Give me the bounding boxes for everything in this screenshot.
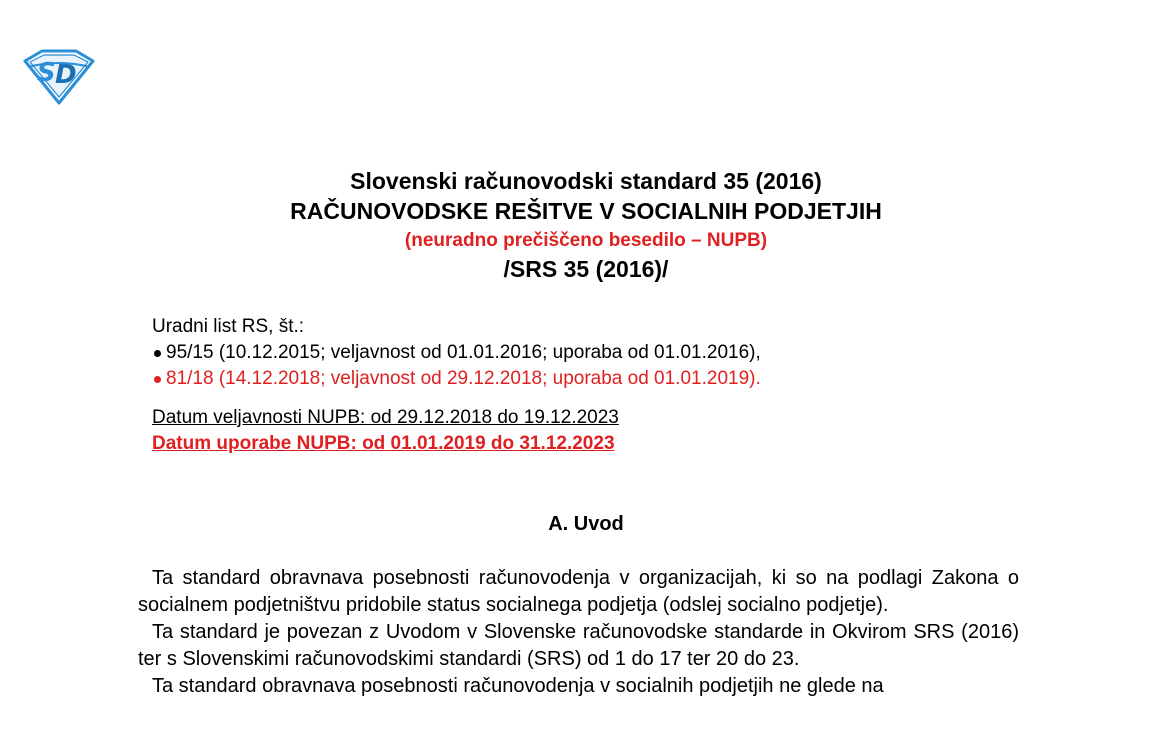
gazette-item (152, 366, 761, 392)
svg-text:D: D (55, 60, 77, 90)
paragraph: Ta standard obravnava posebnosti računovodenja v organizacijah, ki so na podlagi Zakona o socialnem podjetništvu pridobile status socialnega podjetja (odslej socialno podjetje). (138, 567, 1019, 616)
gazette-item (152, 340, 761, 366)
section-heading: A. Uvod (548, 513, 624, 535)
validity-date: Datum veljavnosti NUPB: od 29.12.2018 do 19.12.2023 (152, 407, 619, 428)
document-subtitle: RAČUNOVODSKE REŠITVE V SOCIALNIH PODJETJIH (290, 198, 882, 224)
gazette-item-text: 95/15 (10.12.2015; veljavnost od 01.01.2016; uporaba od 01.01.2016), (166, 342, 761, 363)
official-gazette-block (152, 314, 761, 392)
gazette-item-text: 81/18 (14.12.2018; veljavnost od 29.12.2018; uporaba od 01.01.2019). (166, 368, 761, 389)
paragraph: Ta standard je povezan z Uvodom v Slovenske računovodske standarde in Okvirom SRS (2016) ter s Slovenskimi računovodskimi standardi (SRS) od 1 do 17 ter 20 do 23. (138, 621, 1019, 670)
unofficial-text-note: (neuradno prečiščeno besedilo – NUPB) (404, 230, 768, 251)
standard-code: /SRS 35 (2016)/ (503, 256, 669, 282)
bullet-icon (154, 376, 161, 383)
document-title: Slovenski računovodski standard 35 (2016) (350, 168, 822, 194)
paragraph: Ta standard obravnava posebnosti računovodenja v socialnih podjetjih ne glede na (152, 675, 884, 697)
gazette-label: Uradni list RS, št.: (152, 316, 305, 337)
usage-date: Datum uporabe NUPB: od 01.01.2019 do 31.12.2023 (152, 433, 615, 454)
bullet-icon (154, 350, 161, 357)
section-body (138, 565, 1019, 700)
sd-shield-logo-icon (22, 47, 96, 105)
validity-dates (152, 405, 619, 457)
svg-text:S: S (37, 58, 56, 88)
